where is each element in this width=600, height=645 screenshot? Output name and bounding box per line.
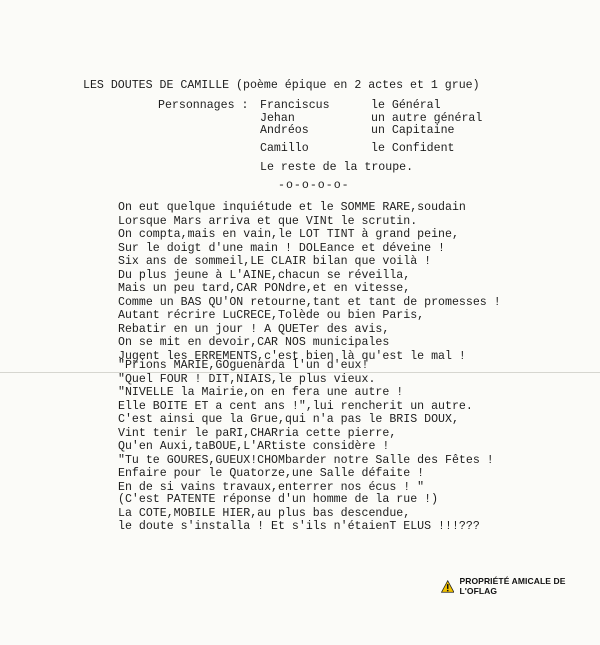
poem-line: "Prions MARIE,GOguenarda l'un d'eux! <box>118 359 369 372</box>
poem-line: Vint tenir le paRI,CHARria cette pierre, <box>118 426 397 440</box>
stanza-1 <box>118 201 501 363</box>
poem-line: Autant récrire LuCRECE,Tolède ou bien Paris, <box>118 309 425 322</box>
poem-line: le doute s'installa ! Et s'ils n'étaienT ELUS !!!??? <box>118 520 480 533</box>
poem-line: Lorsque Mars arriva et que VINt le scrutin. <box>118 214 418 228</box>
characters-label: Personnages : <box>158 99 249 112</box>
poem-line: "Quel FOUR ! DIT,NIAIS,le plus vieux. <box>118 372 376 386</box>
character-role: le Général <box>371 99 441 112</box>
character-role: un Capitaine <box>371 124 455 137</box>
poem-line: Comme un BAS QU'ON retourne,tant et tant de promesses ! <box>118 295 501 309</box>
character-role: un autre général <box>371 112 483 125</box>
ownership-stamp <box>441 576 600 596</box>
poem-line: On eut quelque inquiétude et le SOMME RARE,soudain <box>118 201 466 214</box>
rest-of-troupe: Le reste de la troupe. <box>260 161 414 174</box>
separator: -o-o-o-o- <box>278 179 350 192</box>
character-name: Andréos <box>260 124 309 137</box>
poem-title: LES DOUTES DE CAMILLE (poème épique en 2 actes et 1 grue) <box>83 79 480 92</box>
poem-line: En de si vains travaux,enterrer nos écus ! " <box>118 480 425 494</box>
stanza-3 <box>118 493 480 534</box>
poem-line: La COTE,MOBILE HIER,au plus bas descendue, <box>118 506 411 520</box>
character-role: le Confident <box>371 142 455 155</box>
warning-icon <box>441 580 454 593</box>
poem-line: Sur le doigt d'une main ! DOLEance et déveine ! <box>118 241 445 255</box>
stanza-2 <box>118 359 494 494</box>
poem-line: C'est ainsi que la Grue,qui n'a pas le BRIS DOUX, <box>118 413 459 426</box>
poem-line: Rebatir en un jour ! A QUETer des avis, <box>118 322 390 336</box>
poem-line: Mais un peu tard,CAR PONdre,et en vitesse, <box>118 282 411 295</box>
poem-line: Jugent les ERREMENTS,c'est bien là qu'est le mal ! <box>118 349 466 363</box>
poem-line: Du plus jeune à L'AINE,chacun se réveilla, <box>118 268 411 282</box>
poem-line: On compta,mais en vain,le LOT TINT à grand peine, <box>118 228 459 241</box>
poem-line: On se mit en devoir,CAR NOS municipales <box>118 336 390 349</box>
poem-line: Elle BOITE ET a cent ans !",lui rencherit un autre. <box>118 399 473 413</box>
poem-line: Enfaire pour le Quatorze,une Salle défaite ! <box>118 467 425 480</box>
stamp-text: PROPRIÉTÉ AMICALE DE L'OFLAG <box>459 576 566 596</box>
character-name: Camillo <box>260 142 309 155</box>
poem-line: (C'est PATENTE réponse d'un homme de la rue !) <box>118 493 439 506</box>
poem-line: "Tu te GOURES,GUEUX!CHOMbarder notre Salle des Fêtes ! <box>118 453 494 467</box>
poem-line: Qu'en Auxi,taBOUE,L'ARtiste considère ! <box>118 440 390 453</box>
poem-line: "NIVELLE la Mairie,on en fera une autre ! <box>118 386 404 399</box>
character-name: Franciscus <box>260 99 330 112</box>
character-name: Jehan <box>260 112 295 125</box>
poem-line: Six ans de sommeil,LE CLAIR bilan que voilà ! <box>118 255 432 268</box>
